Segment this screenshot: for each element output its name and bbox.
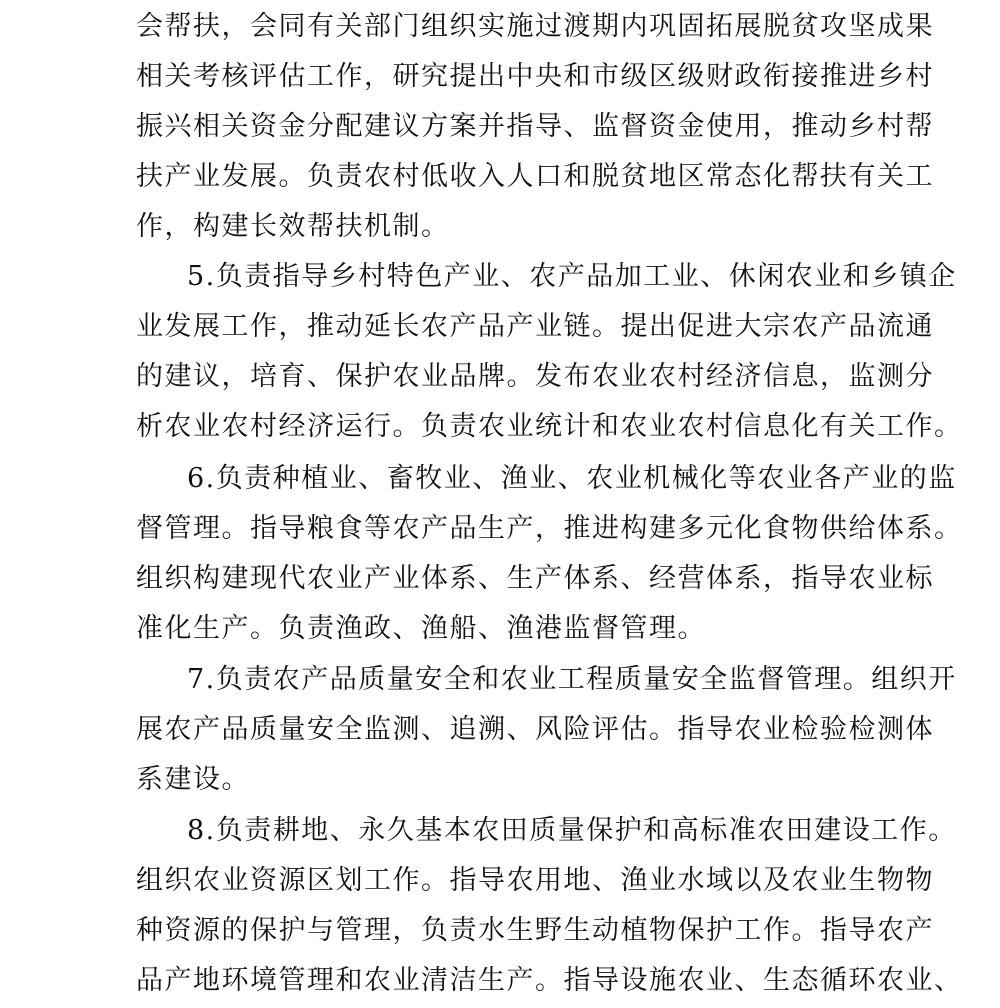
text-line: 的建议，培育、保护农业品牌。发布农业农村经济信息，监测分 (136, 361, 934, 392)
text-line: 作，构建长效帮扶机制。 (136, 211, 450, 242)
text-line: 析农业农村经济运行。负责农业统计和农业农村信息化有关工作。 (136, 411, 963, 442)
paragraph-7-start: 7.负责农产品质量安全和农业工程质量安全监督管理。组织开 (187, 664, 957, 695)
text-line: 扶产业发展。负责农村低收入人口和脱贫地区常态化帮扶有关工 (136, 161, 934, 192)
text-line: 品产地环境管理和农业清洁生产。指导设施农业、生态循环农业、 (136, 965, 963, 996)
text-line: 种资源的保护与管理，负责水生野生动植物保护工作。指导农产 (136, 915, 934, 946)
text-line: 展农产品质量安全监测、追溯、风险评估。指导农业检验检测体 (136, 714, 934, 745)
text-line: 相关考核评估工作，研究提出中央和市级区级财政衔接推进乡村 (136, 61, 934, 92)
paragraph-8-start: 8.负责耕地、永久基本农田质量保护和高标准农田建设工作。 (187, 815, 957, 846)
text-line: 组织构建现代农业产业体系、生产体系、经营体系，指导农业标 (136, 563, 934, 594)
paragraph-5-start: 5.负责指导乡村特色产业、农产品加工业、休闲农业和乡镇企 (187, 261, 957, 292)
paragraph-6-start: 6.负责种植业、畜牧业、渔业、农业机械化等农业各产业的监 (187, 463, 957, 494)
text-line: 业发展工作，推动延长农产品产业链。提出促进大宗农产品流通 (136, 311, 934, 342)
text-line: 组织农业资源区划工作。指导农用地、渔业水域以及农业生物物 (136, 865, 934, 896)
text-line: 系建设。 (136, 764, 250, 795)
text-line: 振兴相关资金分配建议方案并指导、监督资金使用，推动乡村帮 (136, 111, 934, 142)
text-line: 会帮扶，会同有关部门组织实施过渡期内巩固拓展脱贫攻坚成果 (136, 11, 934, 42)
text-line: 督管理。指导粮食等农产品生产，推进构建多元化食物供给体系。 (136, 513, 963, 544)
text-line: 准化生产。负责渔政、渔船、渔港监督管理。 (136, 613, 706, 644)
